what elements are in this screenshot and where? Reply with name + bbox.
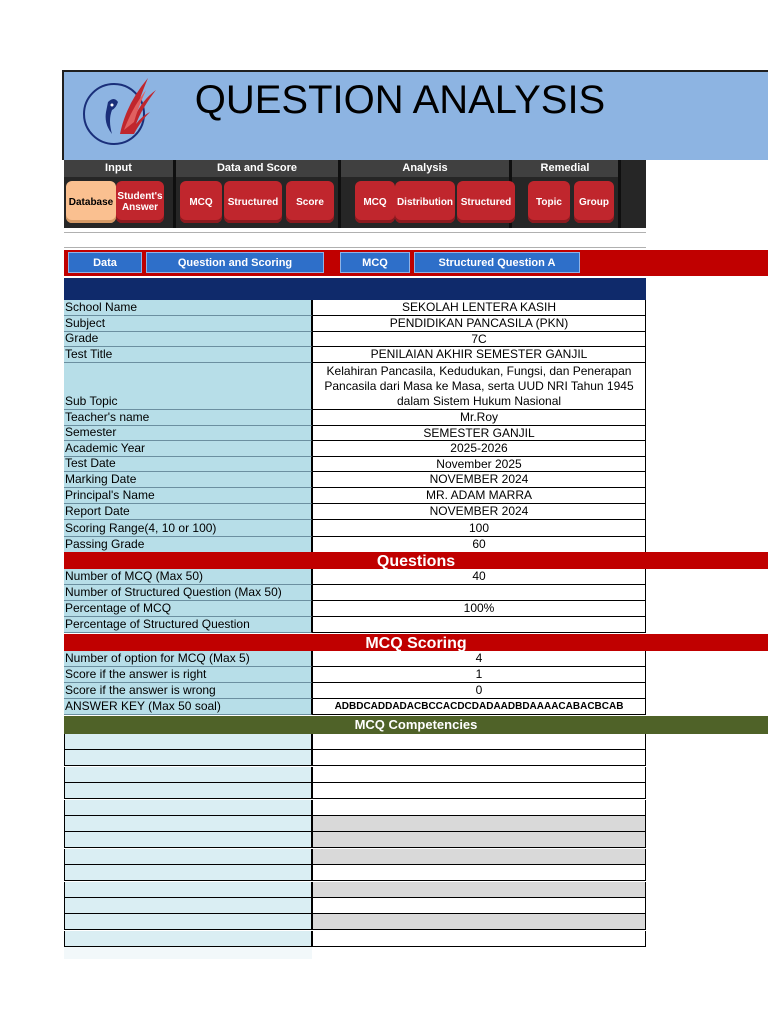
tab-structured-question-a[interactable]: Structured Question A bbox=[414, 252, 580, 273]
row-value-cell[interactable]: NOVEMBER 2024 bbox=[312, 504, 646, 520]
nav-button-topic[interactable]: Topic bbox=[528, 181, 570, 223]
row-value-cell[interactable]: Mr.Roy bbox=[312, 410, 646, 426]
tab-question-and-scoring[interactable]: Question and Scoring bbox=[146, 252, 324, 273]
page-title: QUESTION ANALYSIS bbox=[194, 78, 606, 122]
competency-label-cell[interactable] bbox=[64, 734, 312, 750]
row-label: Passing Grade bbox=[64, 537, 312, 553]
table-row bbox=[64, 683, 646, 699]
competency-label-cell[interactable] bbox=[64, 832, 312, 848]
table-row bbox=[64, 363, 646, 410]
row-value-cell[interactable]: 1 bbox=[312, 667, 646, 683]
competency-row bbox=[64, 832, 646, 848]
group-label-input: Input bbox=[64, 160, 173, 177]
row-label: Score if the answer is right bbox=[64, 667, 312, 683]
table-row bbox=[64, 651, 646, 667]
row-label: Principal's Name bbox=[64, 488, 312, 504]
competency-value-cell[interactable] bbox=[312, 783, 646, 799]
competency-row bbox=[64, 849, 646, 865]
table-row bbox=[64, 569, 646, 585]
group-label-data-score: Data and Score bbox=[176, 160, 338, 177]
competency-row bbox=[64, 914, 646, 930]
row-value-cell[interactable]: NOVEMBER 2024 bbox=[312, 472, 646, 488]
competency-row bbox=[64, 750, 646, 766]
competency-label-cell[interactable] bbox=[64, 816, 312, 832]
row-value-cell[interactable]: PENDIDIKAN PANCASILA (PKN) bbox=[312, 316, 646, 332]
section-mcq-scoring: MCQ Scoring bbox=[64, 634, 768, 651]
row-value-cell[interactable]: SEMESTER GANJIL bbox=[312, 426, 646, 441]
competency-row bbox=[64, 882, 646, 898]
competency-value-cell[interactable] bbox=[312, 750, 646, 766]
section-questions: Questions bbox=[64, 552, 768, 569]
table-row bbox=[64, 347, 646, 363]
row-value-cell[interactable]: Kelahiran Pancasila, Kedudukan, Fungsi, dan Penerapan Pancasila dari Masa ke Masa, serta UUD NRI Tahun 1945 dalam Sistem Hukum Nasional bbox=[312, 363, 646, 410]
competency-label-cell[interactable] bbox=[64, 898, 312, 914]
row-value-cell[interactable]: 2025-2026 bbox=[312, 441, 646, 457]
competency-value-cell[interactable] bbox=[312, 931, 646, 947]
competency-label-cell[interactable] bbox=[64, 931, 312, 947]
row-label: Semester bbox=[64, 426, 312, 441]
row-value-cell[interactable]: 4 bbox=[312, 651, 646, 667]
competency-row bbox=[64, 767, 646, 783]
table-row bbox=[64, 316, 646, 332]
row-value-cell[interactable]: 40 bbox=[312, 569, 646, 585]
row-label: ANSWER KEY (Max 50 soal) bbox=[64, 699, 312, 715]
row-label: Percentage of Structured Question bbox=[64, 617, 312, 633]
row-value-cell[interactable]: 7C bbox=[312, 332, 646, 347]
row-label: Number of MCQ (Max 50) bbox=[64, 569, 312, 585]
section-mcq-competencies: MCQ Competencies bbox=[64, 716, 768, 734]
row-value-cell[interactable]: November 2025 bbox=[312, 457, 646, 472]
row-value-cell[interactable]: 100 bbox=[312, 520, 646, 537]
row-value-cell[interactable]: 100% bbox=[312, 601, 646, 617]
row-label: Sub Topic bbox=[64, 363, 312, 410]
row-label: Grade bbox=[64, 332, 312, 347]
nav-button-group[interactable]: Group bbox=[574, 181, 614, 223]
table-row bbox=[64, 601, 646, 617]
table-row bbox=[64, 472, 646, 488]
competency-label-cell[interactable] bbox=[64, 849, 312, 865]
row-value-cell[interactable] bbox=[312, 585, 646, 601]
table-row bbox=[64, 410, 646, 426]
row-label: Teacher's name bbox=[64, 410, 312, 426]
row-label: Marking Date bbox=[64, 472, 312, 488]
table-row bbox=[64, 667, 646, 683]
competency-label-cell[interactable] bbox=[64, 914, 312, 930]
table-row bbox=[64, 520, 646, 537]
group-separator bbox=[618, 160, 621, 228]
competency-value-cell[interactable] bbox=[312, 816, 646, 832]
row-label: Academic Year bbox=[64, 441, 312, 457]
table-row bbox=[64, 441, 646, 457]
table-row bbox=[64, 699, 646, 715]
competency-value-cell[interactable] bbox=[312, 865, 646, 881]
eagle-logo-icon bbox=[78, 72, 158, 154]
competency-row bbox=[64, 783, 646, 799]
tab-mcq[interactable]: MCQ bbox=[340, 252, 410, 273]
row-label: School Name bbox=[64, 300, 312, 316]
navigation-toolbar bbox=[64, 160, 646, 228]
table-row bbox=[64, 332, 646, 347]
spacer-row bbox=[64, 232, 646, 248]
row-value-cell[interactable]: MR. ADAM MARRA bbox=[312, 488, 646, 504]
competency-value-cell[interactable] bbox=[312, 734, 646, 750]
nav-button-score[interactable]: Score bbox=[286, 181, 334, 223]
competency-label-cell[interactable] bbox=[64, 767, 312, 783]
nav-button-mcq-analysis[interactable]: MCQ bbox=[355, 181, 395, 223]
competency-label-cell[interactable] bbox=[64, 783, 312, 799]
table-header-bar bbox=[64, 278, 646, 300]
nav-button-students-answer[interactable]: Student's Answer bbox=[116, 181, 164, 223]
tab-data[interactable]: Data bbox=[68, 252, 142, 273]
row-label: Test Date bbox=[64, 457, 312, 472]
table-footer-fill bbox=[64, 947, 312, 959]
row-value-cell[interactable]: 0 bbox=[312, 683, 646, 699]
row-value-cell[interactable]: PENILAIAN AKHIR SEMESTER GANJIL bbox=[312, 347, 646, 363]
competency-row bbox=[64, 800, 646, 816]
table-row bbox=[64, 426, 646, 441]
competency-value-cell[interactable] bbox=[312, 800, 646, 816]
table-row bbox=[64, 537, 646, 553]
row-value-cell[interactable]: 60 bbox=[312, 537, 646, 553]
competency-value-cell[interactable] bbox=[312, 849, 646, 865]
table-row bbox=[64, 488, 646, 504]
row-label: Percentage of MCQ bbox=[64, 601, 312, 617]
nav-button-structured-score[interactable]: Structured bbox=[224, 181, 282, 223]
competency-value-cell[interactable] bbox=[312, 914, 646, 930]
row-label: Subject bbox=[64, 316, 312, 332]
table-row bbox=[64, 585, 646, 601]
row-value-cell[interactable] bbox=[312, 617, 646, 633]
competency-value-cell[interactable] bbox=[312, 882, 646, 898]
row-label: Score if the answer is wrong bbox=[64, 683, 312, 699]
group-label-analysis: Analysis bbox=[341, 160, 509, 177]
competency-row bbox=[64, 734, 646, 750]
competency-label-cell[interactable] bbox=[64, 750, 312, 766]
tabs-bar bbox=[64, 250, 768, 276]
table-row bbox=[64, 617, 646, 633]
row-label: Number of option for MCQ (Max 5) bbox=[64, 651, 312, 667]
row-label: Test Title bbox=[64, 347, 312, 363]
competency-row bbox=[64, 865, 646, 881]
competency-row bbox=[64, 931, 646, 947]
row-label: Scoring Range(4, 10 or 100) bbox=[64, 520, 312, 537]
table-row bbox=[64, 504, 646, 520]
competency-label-cell[interactable] bbox=[64, 882, 312, 898]
competency-value-cell[interactable] bbox=[312, 898, 646, 914]
row-value-cell[interactable]: ADBDCADDADACBCCACDCDADAADBDAAAACABACBCAB bbox=[312, 699, 646, 715]
row-label: Number of Structured Question (Max 50) bbox=[64, 585, 312, 601]
nav-button-database[interactable]: Database bbox=[66, 181, 116, 223]
competency-value-cell[interactable] bbox=[312, 832, 646, 848]
row-label: Report Date bbox=[64, 504, 312, 520]
competency-label-cell[interactable] bbox=[64, 865, 312, 881]
row-value-cell[interactable]: SEKOLAH LENTERA KASIH bbox=[312, 300, 646, 316]
nav-button-mcq-score[interactable]: MCQ bbox=[180, 181, 222, 223]
group-label-remedial: Remedial bbox=[512, 160, 618, 177]
competency-row bbox=[64, 898, 646, 914]
competency-row bbox=[64, 816, 646, 832]
nav-button-structured-analysis[interactable]: Structured bbox=[457, 181, 515, 223]
nav-button-distribution[interactable]: Distribution bbox=[395, 181, 455, 223]
competency-value-cell[interactable] bbox=[312, 767, 646, 783]
competency-label-cell[interactable] bbox=[64, 800, 312, 816]
table-row bbox=[64, 457, 646, 472]
table-row bbox=[64, 300, 646, 316]
